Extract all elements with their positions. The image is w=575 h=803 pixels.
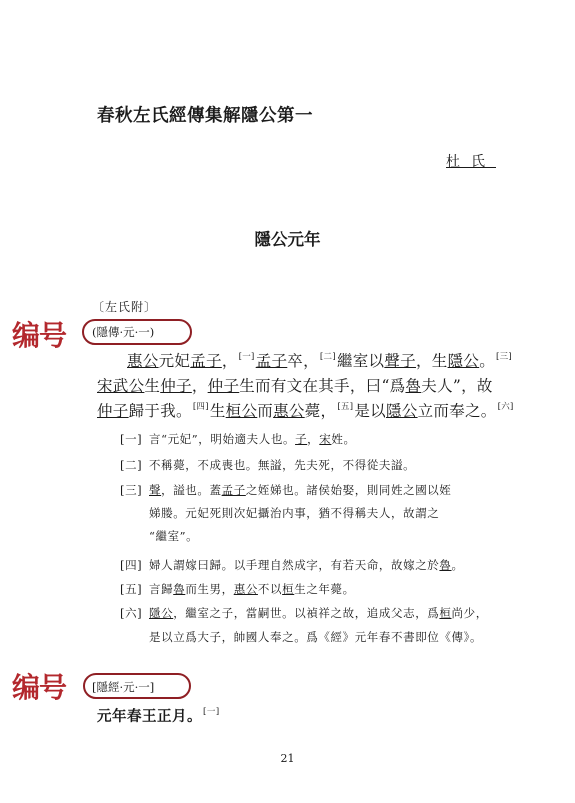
text-segment: 生而有文在其手，曰“爲: [239, 377, 406, 395]
note-2: [120, 457, 415, 473]
annotation-label-second: 编号: [12, 671, 67, 704]
note-number: [四]: [120, 558, 143, 572]
proper-name: 隱公: [447, 352, 480, 370]
text-segment: 言“元妃”，明始適夫人也。: [149, 432, 296, 446]
note-number: [一]: [120, 432, 143, 446]
author-name: 杜氏: [446, 154, 496, 170]
proper-name: 桓: [282, 582, 295, 596]
note-text: [149, 483, 452, 497]
text-segment: 。: [479, 352, 495, 370]
page-number: 21: [280, 752, 295, 765]
proper-name: 魯: [173, 582, 186, 596]
proper-name: 惠公: [273, 402, 305, 420]
classic-text-line: [97, 705, 221, 726]
text-segment: 歸于我。: [128, 402, 192, 420]
note-text: [149, 582, 355, 596]
proper-name: 仲子: [207, 377, 240, 395]
text-segment: 姓。: [331, 432, 356, 446]
proper-name: 子: [295, 432, 308, 446]
text-segment: 言歸: [149, 582, 174, 596]
text-segment: 立而奉之。: [417, 402, 497, 420]
classic-note-ref: [一]: [203, 707, 220, 717]
proper-name: 桓: [439, 606, 452, 620]
zhuan-line-1: [127, 349, 513, 371]
note-number: [六]: [120, 606, 143, 620]
proper-name: 聲: [149, 483, 162, 497]
proper-name: 聲子: [384, 352, 416, 370]
text-segment: ，謚也。蓋: [161, 483, 222, 497]
text-segment: 之姪娣也。諸侯始娶，則同姓之國以姪: [245, 483, 452, 497]
note-ref: [二]: [319, 352, 336, 362]
classic-text: 元年春王正月。: [97, 708, 202, 725]
text-segment: ，: [307, 432, 320, 446]
proper-name: 魯: [405, 377, 422, 395]
text-segment: 不以: [257, 582, 283, 596]
text-segment: 婦人謂嫁曰歸。以手理自然成字，有若天命，故嫁之於: [149, 558, 440, 572]
note-text: [149, 558, 464, 572]
proper-name: 孟子: [221, 483, 246, 497]
note-ref: [四]: [192, 402, 209, 412]
proper-name: 桓公: [225, 402, 258, 420]
zhuan-line-2: [97, 374, 493, 396]
text-segment: 元妃: [158, 352, 191, 370]
proper-name: 隱公: [385, 402, 418, 420]
text-segment: 卒，: [287, 352, 319, 370]
proper-name: 魯: [439, 558, 452, 572]
note-number: [三]: [120, 483, 143, 497]
note-ref: [三]: [496, 352, 513, 362]
note-number: [五]: [120, 582, 143, 596]
proper-name: 隱公: [149, 606, 174, 620]
text-segment: 是以立爲大子，帥國人奉之。爲《經》元年春不書即位《傳》。: [149, 630, 483, 644]
note-ref: [一]: [238, 352, 255, 362]
proper-name: 孟子: [190, 352, 222, 370]
note-ref: [五]: [337, 402, 354, 412]
text-segment: 生: [209, 402, 226, 420]
note-text: [149, 458, 415, 472]
text-segment: ，繼室之子，當嗣世。以禎祥之故，追成父志，爲: [173, 606, 440, 620]
note-text: [149, 432, 356, 446]
annotation-label-first: 编号: [12, 319, 67, 352]
book-title: 春秋左氏經傳集解隱公第一: [97, 106, 313, 126]
proper-name: 孟子: [255, 352, 288, 370]
note-5: [120, 581, 355, 597]
note-3-continued: [149, 528, 198, 544]
text-segment: 是以: [354, 402, 386, 420]
text-segment: ，: [191, 377, 208, 395]
text-segment: 尚少，: [451, 606, 488, 620]
text-segment: “繼室”。: [149, 529, 199, 543]
proper-name: 宋: [319, 432, 332, 446]
proper-name: 宋武公: [97, 377, 145, 395]
text-segment: 而: [257, 402, 274, 420]
text-segment: 娣媵。元妃死則次妃攝治内事，猶不得稱夫人，故謂之: [149, 506, 440, 520]
note-ref: [六]: [497, 402, 514, 412]
text-segment: 薨，: [304, 402, 337, 420]
note-3-continued: [149, 505, 439, 521]
note-1: [120, 431, 356, 447]
note-3: [120, 482, 452, 498]
text-segment: 生: [144, 377, 161, 395]
text-segment: 夫人”，故: [421, 377, 493, 395]
text-segment: 繼室以: [336, 352, 385, 370]
text-segment: ，: [221, 352, 238, 370]
jing-code: [隱經·元·一]: [92, 680, 155, 694]
bracket-note: 〔左氏附〕: [92, 300, 158, 314]
note-4: [120, 557, 464, 573]
proper-name: 惠公: [127, 352, 159, 370]
zhuan-code: (隱傳·元·一): [92, 325, 155, 339]
note-number: [二]: [120, 458, 143, 472]
proper-name: 仲子: [160, 377, 192, 395]
proper-name: 惠公: [233, 582, 258, 596]
text-segment: 。: [451, 558, 464, 572]
text-segment: 不稱薨，不成喪也。無謚，先夫死，不得從夫謚。: [149, 458, 416, 472]
zhuan-line-3: [97, 399, 515, 421]
text-segment: 而生男，: [185, 582, 234, 596]
note-6-continued: [149, 629, 482, 645]
note-6: [120, 605, 488, 621]
text-segment: ，生: [415, 352, 448, 370]
section-title: 隱公元年: [254, 230, 321, 249]
note-text: [149, 606, 488, 620]
proper-name: 仲子: [97, 402, 129, 420]
text-segment: 生之年薨。: [294, 582, 355, 596]
